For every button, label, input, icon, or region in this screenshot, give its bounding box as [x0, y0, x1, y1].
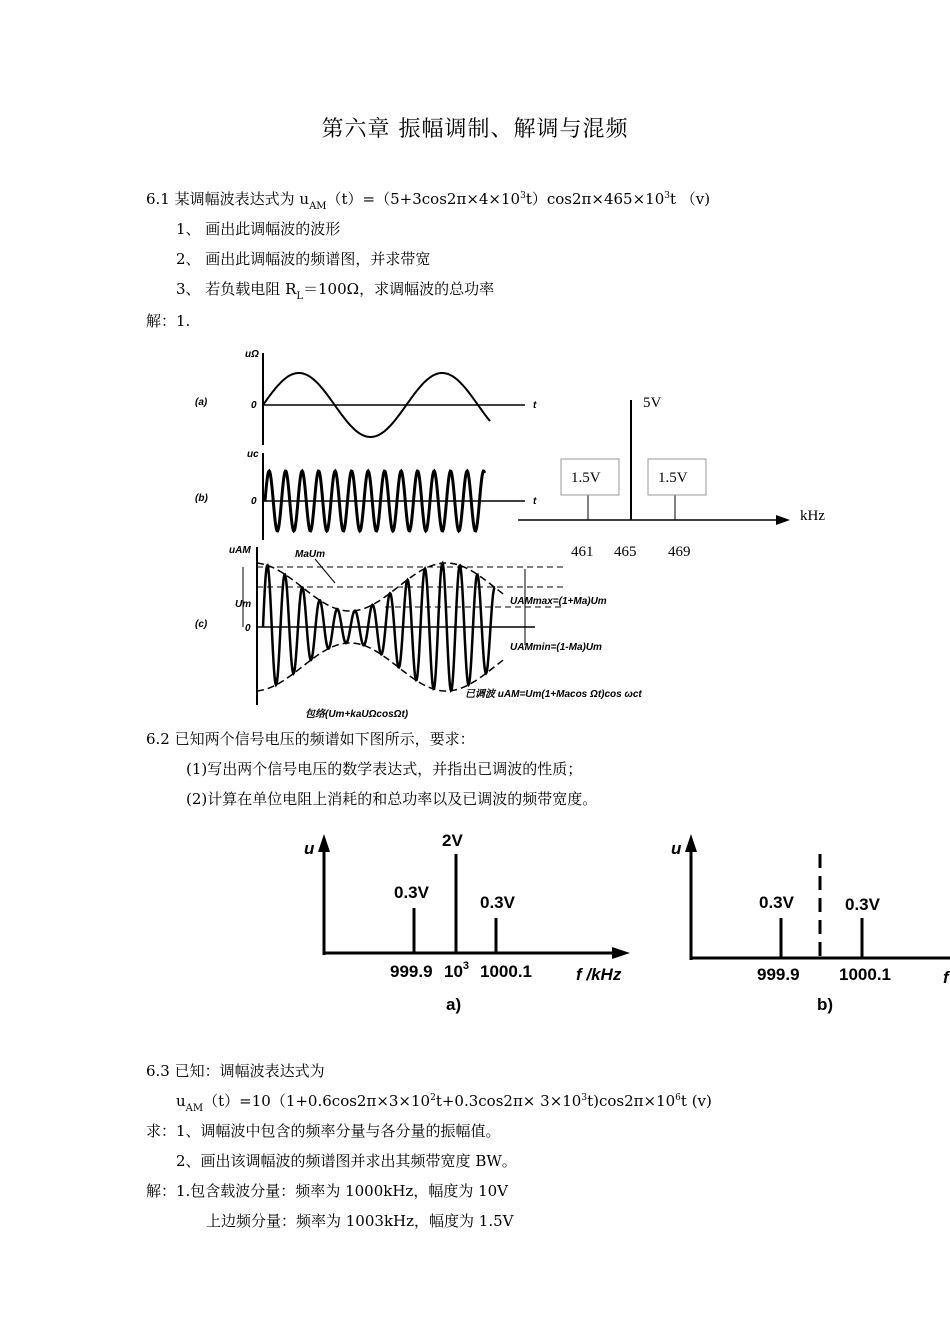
uammin-label: UAMmin=(1-Ma)Um — [510, 642, 602, 653]
upper-sideband-amplitude: 0.3V — [845, 895, 880, 914]
problem-6-3-answer-2: 上边频分量：频率为 1003kHz，幅度为 1.5V — [206, 1212, 514, 1230]
spectrum-6-2-b — [665, 820, 950, 1025]
freq-1000-1: 1000.1 — [839, 965, 891, 984]
problem-6-3-expression: $u_{AM}(t)=10(1+0.6\cos 2\pi\times 3\times 10^2t+0.3\cos 2\pi\times 3\times 10^3t)\cos 2\pi\times 10^6t$ (v) — [176, 1092, 712, 1114]
problem-6-2-q1: (1)写出两个信号电压的数学表达式，并指出已调波的性质； — [186, 760, 583, 778]
chapter-title: 第六章 振幅调制、解调与混频 — [321, 117, 629, 142]
f-axis-label: f — [943, 968, 949, 987]
u-axis-arrow-icon — [685, 834, 697, 852]
um-label: Um — [235, 599, 252, 610]
ma-um-label: MaUm — [295, 549, 326, 560]
problem-6-3-statement: 6.3 已知：调幅波表达式为 — [146, 1062, 325, 1080]
freq-10-3: $10^3$ — [444, 960, 470, 981]
time-label-a: t — [533, 400, 537, 411]
u-axis-arrow-icon — [318, 834, 330, 852]
spectrum-6-1 — [510, 390, 850, 570]
figure-b-caption: b) — [817, 995, 834, 1014]
upper-sideband-amplitude: 0.3V — [480, 893, 515, 912]
freq-461: 461 — [571, 544, 594, 560]
figure-a-caption: a) — [446, 995, 462, 1014]
freq-469: 469 — [668, 544, 691, 560]
problem-6-3-answer-1: 解：1.包含载波分量：频率为 1000kHz，幅度为 10V — [146, 1182, 509, 1200]
envelope-label: 包络(Um+kaUΩcosΩt) — [305, 709, 409, 720]
uammax-label: UAMmax=(1+Ma)Um — [510, 596, 607, 607]
carrier-amplitude-label: 5V — [643, 395, 662, 411]
u-c-label: uc — [247, 449, 259, 460]
lower-sideband-amplitude: 0.3V — [394, 883, 429, 902]
freq-999-9: 999.9 — [390, 962, 433, 981]
problem-6-2-q2: (2)计算在单位电阻上消耗的和总功率以及已调波的频带宽度。 — [186, 790, 598, 808]
lower-sideband-amplitude: 1.5V — [571, 470, 601, 486]
problem-6-1-q1: 1、 画出此调幅波的波形 — [176, 220, 341, 238]
spectrum-6-2-a — [290, 820, 650, 1025]
time-label-b: t — [533, 496, 537, 507]
problem-6-1-q3: 3、 若负载电阻 $R_L=100\Omega$，求调幅波的总功率 — [176, 280, 495, 302]
carrier-amplitude: 2V — [442, 831, 463, 850]
u-axis-label: u — [304, 839, 315, 858]
u-omega-label: uΩ — [245, 349, 259, 360]
panel-c-label: (c) — [195, 619, 208, 630]
modulated-wave-label: 已调波 uAM=Um(1+Macos Ωt)cos ωct — [465, 689, 642, 700]
u-axis-label: u — [671, 839, 682, 858]
lower-sideband-amplitude: 0.3V — [759, 893, 794, 912]
problem-6-3-q1: 求：1、调幅波中包含的频率分量与各分量的振幅值。 — [146, 1122, 501, 1140]
origin-label-b: 0 — [251, 496, 257, 507]
freq-1000-1: 1000.1 — [480, 962, 532, 981]
problem-6-1-answer: 解：1. — [146, 312, 191, 330]
problem-6-1-q2: 2、 画出此调幅波的频谱图，并求带宽 — [176, 250, 431, 268]
panel-a-label: (a) — [195, 397, 208, 408]
freq-999-9: 999.9 — [757, 965, 800, 984]
u-am-label: uAM — [229, 545, 251, 556]
problem-6-3-q2: 2、画出该调幅波的频谱图并求出其频带宽度 BW。 — [176, 1152, 517, 1170]
f-axis-arrow-icon — [612, 947, 630, 959]
origin-label-a: 0 — [251, 400, 257, 411]
panel-b-label: (b) — [195, 493, 208, 504]
frequency-unit: kHz — [800, 508, 825, 524]
upper-sideband-amplitude: 1.5V — [658, 470, 688, 486]
axis-arrow-icon — [776, 515, 790, 525]
f-axis-label: f /kHz — [576, 965, 622, 984]
problem-6-2-statement: 6.2 已知两个信号电压的频谱如下图所示，要求： — [146, 730, 475, 748]
problem-6-1-statement: 6.1 某调幅波表达式为 $u_{AM}(t)=(5+3\cos 2\pi\times 4\times 10^3t)\cos 2\pi\times 465\times 10^3t$ （v) — [146, 190, 711, 212]
freq-465: 465 — [614, 544, 637, 560]
origin-label-c: 0 — [245, 623, 251, 634]
